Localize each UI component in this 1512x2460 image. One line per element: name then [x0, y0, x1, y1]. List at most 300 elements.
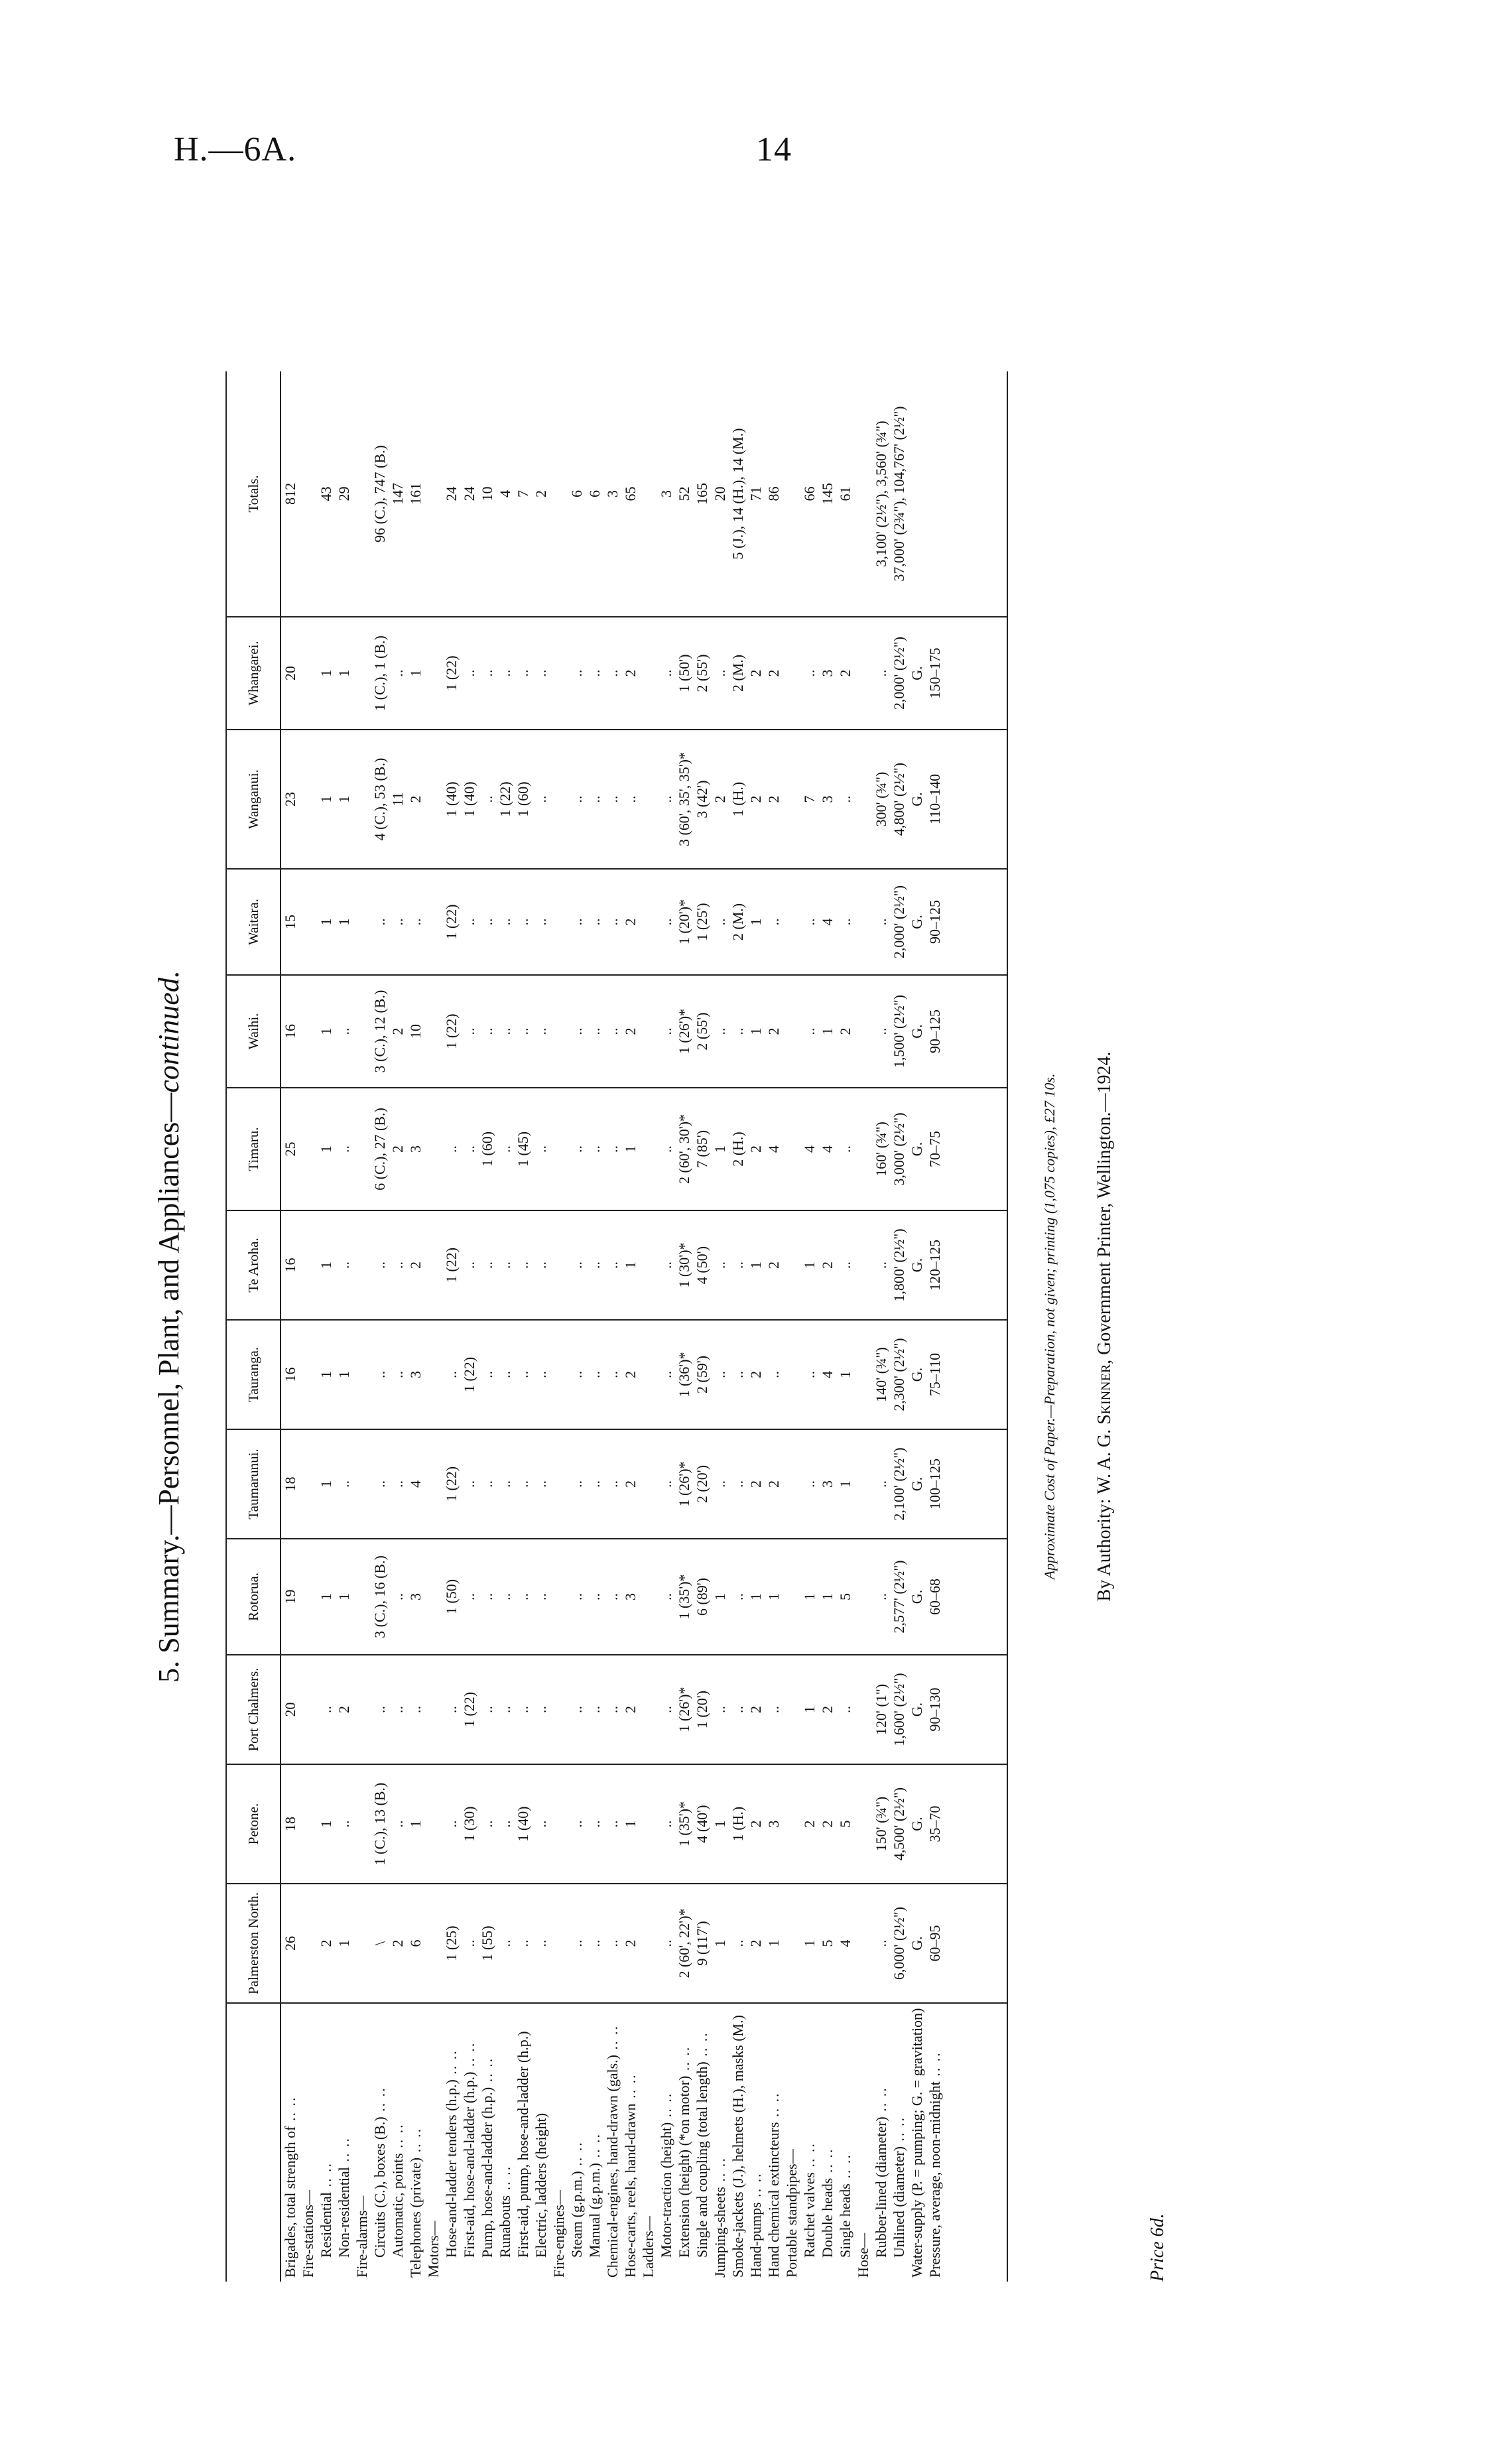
table-cell: .. — [586, 795, 603, 803]
table-cell: 150–175 — [926, 647, 943, 699]
table-cell — [854, 1887, 872, 2000]
row-label-text: Chemical-engines, hand-drawn (gals.) — [604, 2055, 621, 2278]
table-cell: .. — [568, 669, 585, 677]
table-cell — [353, 1433, 371, 1535]
table-cell: 19 — [282, 1589, 298, 1604]
row-label — [711, 2006, 729, 2278]
table-cell: .. — [497, 1939, 513, 1947]
rotated-content — [139, 371, 1187, 2282]
table-cell: 1 (22) — [443, 904, 460, 940]
row-label-text: Ladders— — [640, 2216, 657, 2278]
table-cell: 2 — [747, 669, 764, 677]
table-cell: .. — [533, 1480, 549, 1488]
row-label-text: Motor-traction (height) — [658, 2122, 674, 2258]
table-cell: .. — [801, 669, 818, 677]
table-cell: 1 — [765, 1939, 782, 1947]
table-cell: 1 — [819, 1027, 836, 1035]
column-header: Whangarei. — [226, 617, 281, 730]
row-label-text: Smoke-jackets (J.), helmets (H.), masks (M.) — [729, 2015, 746, 2278]
table-cell — [353, 1768, 371, 1880]
table-cell: .. — [497, 1593, 513, 1600]
table-cell: 120–125 — [926, 1240, 943, 1291]
table-cell — [299, 1768, 317, 1880]
table-cell: 3 — [622, 1593, 639, 1600]
table-cell: .. — [336, 1262, 352, 1269]
row-label — [908, 2006, 926, 2278]
table-cell: .. — [461, 1939, 477, 1947]
table-cell: .. — [658, 1027, 674, 1035]
table-cell — [783, 1887, 800, 2000]
table-cell: 161 — [407, 483, 424, 505]
table-cell — [550, 1091, 568, 1207]
table-cell — [639, 733, 657, 866]
table-cell — [550, 1887, 568, 2000]
table-cell: .. — [873, 1480, 889, 1488]
table-cell: 4 — [819, 918, 836, 926]
table-cell: 16 — [282, 1024, 298, 1039]
table-cell: 3,100' (2½"), 3,560' (¾") — [873, 421, 889, 567]
row-label-text: Portable standpipes— — [783, 2149, 800, 2278]
table-cell — [424, 1658, 442, 1761]
table-cell: 1 (40) — [443, 781, 460, 817]
table-cell: 1 — [318, 1820, 334, 1828]
table-cell: .. — [604, 1480, 621, 1488]
table-cell: .. — [461, 1593, 477, 1600]
table-cell — [639, 1658, 657, 1761]
table-cell — [424, 978, 442, 1084]
table-cell: .. — [729, 1480, 746, 1488]
table-cell: .. — [479, 1371, 495, 1378]
table-cell — [639, 374, 657, 614]
table-cell — [353, 1214, 371, 1317]
row-label-text: Non-residential — [336, 2167, 352, 2258]
table-cell: 812 — [282, 483, 298, 505]
table-cell: 6 (89') — [694, 1577, 710, 1616]
row-label — [603, 2006, 621, 2278]
table-cell: 3 — [407, 1145, 424, 1153]
table-cell: .. — [461, 1262, 477, 1269]
row-label-text: Fire-alarms— — [353, 2195, 370, 2278]
table-cell — [639, 1091, 657, 1207]
table-cell: .. — [604, 795, 621, 803]
table-cell: 1 (H.) — [729, 1806, 746, 1842]
table-cell: 43 — [318, 486, 334, 501]
table-cell: 1 (26')* — [676, 1687, 692, 1732]
leader-dots: .. .. — [586, 2133, 603, 2164]
table-cell: .. — [658, 795, 674, 803]
table-cell: G. — [909, 1936, 925, 1951]
table-cell: .. — [479, 795, 495, 803]
row-label — [550, 2006, 568, 2278]
table-data-row — [281, 371, 1007, 2282]
table-cell: 1 — [747, 1262, 764, 1269]
table-cell: 37,000' (2¾"), 104,767' (2½") — [891, 406, 907, 582]
table-cell: 1 (45) — [515, 1131, 531, 1167]
table-cell: 4 (50') — [694, 1246, 710, 1285]
leader-dots: .. .. — [712, 2157, 728, 2187]
table-cell: 3 (C.), 16 (B.) — [371, 1555, 388, 1638]
table-cell: .. — [586, 1706, 603, 1713]
table-cell: .. — [729, 1939, 746, 1947]
table-cell — [353, 1323, 371, 1426]
table-cell — [783, 978, 800, 1084]
table-cell: .. — [658, 1820, 674, 1828]
table-cell: 2 — [765, 669, 782, 677]
table-cell: .. — [533, 1593, 549, 1600]
table-cell: 2 — [407, 795, 424, 803]
table-cell: 1 — [747, 918, 764, 926]
table-cell: G. — [909, 1141, 925, 1157]
table-cell: 1 — [747, 1593, 764, 1600]
table-cell — [353, 1542, 371, 1651]
row-label — [460, 2006, 478, 2278]
table-cell: 4 — [837, 1939, 853, 1947]
value-column — [281, 730, 1007, 869]
table-cell — [550, 1542, 568, 1651]
table-cell: 5 — [837, 1820, 853, 1828]
table-cell: 4 — [819, 1145, 836, 1153]
table-cell: G. — [909, 915, 925, 929]
table-cell: 1 (20') — [694, 1690, 710, 1729]
table-cell: .. — [586, 1480, 603, 1488]
table-cell: .. — [568, 1820, 585, 1828]
table-cell: .. — [497, 1820, 513, 1828]
table-cell: 4 — [801, 1145, 818, 1153]
row-label-text: Hand chemical extincteurs — [765, 2122, 782, 2278]
table-cell: 4,500' (2½") — [891, 1787, 907, 1861]
table-cell: 1 — [336, 1593, 352, 1600]
row-label — [442, 2006, 460, 2278]
table-cell: 1 — [712, 1593, 728, 1600]
table-cell: 1 — [407, 669, 424, 677]
row-label-text: Automatic, points — [389, 2153, 406, 2258]
table-cell: .. — [336, 1820, 352, 1828]
leader-dots: .. .. — [801, 2142, 818, 2173]
table-cell — [783, 872, 800, 972]
table-cell — [854, 1542, 872, 1651]
table-cell: .. — [604, 1706, 621, 1713]
table-cell: 3 — [819, 795, 836, 803]
table-cell: 26 — [282, 1936, 298, 1951]
row-label — [765, 2006, 783, 2278]
table-cell — [854, 1768, 872, 1880]
table-cell — [639, 1887, 657, 2000]
table-cell: 9 (117') — [694, 1921, 710, 1966]
table-cell: 1 — [336, 669, 352, 677]
table-cell: .. — [658, 1145, 674, 1153]
table-cell: 29 — [336, 486, 352, 501]
table-cell: .. — [604, 1939, 621, 1947]
table-cell: .. — [837, 795, 853, 803]
table-cell: .. — [604, 669, 621, 677]
table-cell: .. — [658, 918, 674, 926]
table-cell: 90–130 — [926, 1687, 943, 1732]
table-cell — [424, 1542, 442, 1651]
table-cell: G. — [909, 1589, 925, 1604]
table-cell: .. — [712, 1480, 728, 1488]
table-cell: 2,000' (2½") — [891, 885, 907, 959]
table-cell: 18 — [282, 1817, 298, 1831]
table-cell: .. — [765, 918, 782, 926]
table-cell — [550, 1433, 568, 1535]
table-cell — [353, 872, 371, 972]
table-cell: .. — [515, 1480, 531, 1488]
table-cell: 1 — [336, 795, 352, 803]
table-cell: 2 — [765, 795, 782, 803]
table-cell: 1 (22) — [443, 655, 460, 691]
column-header: Totals. — [226, 371, 281, 617]
table-cell: .. — [479, 669, 495, 677]
table-cell — [639, 620, 657, 726]
table-cell — [550, 1323, 568, 1426]
table-cell — [424, 1091, 442, 1207]
row-label-text: Pump, hose-and-ladder (h.p.) — [479, 2087, 495, 2258]
table-cell: 2 — [819, 1262, 836, 1269]
table-cell: 20 — [282, 666, 298, 680]
table-cell — [299, 1091, 317, 1207]
table-cell: 4 — [765, 1145, 782, 1153]
value-column — [281, 1320, 1007, 1429]
table-cell: 2 — [765, 1027, 782, 1035]
table-cell: .. — [497, 918, 513, 926]
table-cell: 1 (40) — [515, 1806, 531, 1842]
row-label-text: First-aid, hose-and-ladder (h.p.) — [461, 2071, 477, 2258]
table-cell: 65 — [622, 486, 639, 501]
table-cell: .. — [658, 1262, 674, 1269]
table-cell: 2 — [407, 1262, 424, 1269]
table-cell: .. — [443, 1820, 460, 1828]
table-cell: .. — [568, 1706, 585, 1713]
table-cell: .. — [658, 669, 674, 677]
table-cell: 2 — [747, 1371, 764, 1378]
table-cell: .. — [586, 918, 603, 926]
row-label-text: Manual (g.p.m.) — [586, 2163, 603, 2258]
table-cell — [424, 733, 442, 866]
table-cell: 61 — [837, 486, 853, 501]
table-cell: 2 (M.) — [729, 903, 746, 941]
table-cell — [854, 872, 872, 972]
table-cell: .. — [497, 1371, 513, 1378]
table-cell — [424, 1768, 442, 1880]
table-cell: 6 (C.), 27 (B.) — [371, 1108, 388, 1191]
table-cell: 1 — [837, 1480, 853, 1488]
table-cell: .. — [801, 1027, 818, 1035]
table-cell: 2 — [318, 1939, 334, 1947]
table-cell — [639, 1542, 657, 1651]
table-cell: .. — [497, 1262, 513, 1269]
table-cell — [353, 1091, 371, 1207]
table-cell: 2,300' (2½") — [891, 1338, 907, 1411]
row-label — [586, 2006, 603, 2278]
row-label-text: Runabouts — [497, 2195, 513, 2258]
table-cell — [424, 620, 442, 726]
table-cell — [424, 872, 442, 972]
row-label — [532, 2006, 550, 2278]
table-cell: .. — [515, 1371, 531, 1378]
table-cell: 90–125 — [926, 1009, 943, 1053]
table-cell: 1 — [747, 1027, 764, 1035]
table-cell: 1 (55) — [479, 1925, 495, 1961]
value-column — [281, 1429, 1007, 1539]
table-cell — [908, 374, 926, 614]
table-cell: 4 (40') — [694, 1805, 710, 1843]
table-cell: .. — [873, 1593, 889, 1600]
table-cell: 16 — [282, 1258, 298, 1273]
row-label — [478, 2006, 496, 2278]
row-label — [926, 2006, 944, 2278]
table-cell: .. — [533, 1939, 549, 1947]
table-cell: 1 (22) — [497, 781, 513, 817]
table-cell: .. — [729, 1027, 746, 1035]
table-cell: .. — [533, 669, 549, 677]
table-cell: .. — [461, 1480, 477, 1488]
table-cell: 1 — [318, 1262, 334, 1269]
row-label — [675, 2006, 693, 2278]
table-cell: 100–125 — [926, 1458, 943, 1510]
table-cell: 2 (59') — [694, 1355, 710, 1394]
row-label-text: Fire-stations— — [300, 2190, 316, 2278]
table-cell: 2 — [622, 1706, 639, 1713]
table-cell: 4 — [497, 490, 513, 497]
table-cell: 2 — [389, 1027, 406, 1035]
table-cell: .. — [371, 1371, 388, 1378]
table-cell: .. — [604, 1593, 621, 1600]
table-cell: 2 — [336, 1706, 352, 1713]
leader-dots: .. .. — [873, 2087, 889, 2117]
table-cell — [424, 1323, 442, 1426]
row-label-column — [281, 2003, 1007, 2282]
table-cell: 1 (26')* — [676, 1008, 692, 1055]
table-cell — [639, 1768, 657, 1880]
table-cell: 10 — [407, 1024, 424, 1039]
table-cell: 2 — [389, 1145, 406, 1153]
table-cell — [299, 1323, 317, 1426]
table-cell: .. — [622, 795, 639, 803]
row-label-text: Water-supply (P. = pumping; G. = gravitation) — [909, 2008, 925, 2278]
table-cell: 1 — [318, 1145, 334, 1153]
table-cell: .. — [389, 1371, 406, 1378]
table-cell — [783, 374, 800, 614]
row-label — [890, 2006, 908, 2278]
table-cell — [783, 1091, 800, 1207]
table-cell: .. — [479, 1593, 495, 1600]
table-cell: .. — [586, 1593, 603, 1600]
table-cell: G. — [909, 792, 925, 807]
table-cell: 3 — [407, 1371, 424, 1378]
table-cell: .. — [389, 1480, 406, 1488]
leader-dots: .. .. — [407, 2127, 424, 2158]
table-cell: 18 — [282, 1476, 298, 1492]
table-cell — [550, 872, 568, 972]
table-cell: .. — [873, 1939, 889, 1947]
table-cell: 1,500' (2½") — [891, 994, 907, 1068]
row-label — [836, 2006, 854, 2278]
row-label-text: Hose— — [855, 2233, 871, 2278]
table-cell: .. — [712, 1371, 728, 1378]
table-cell: G. — [909, 1817, 925, 1831]
table-cell: .. — [604, 1145, 621, 1153]
table-cell: .. — [479, 1706, 495, 1713]
table-cell: .. — [443, 1371, 460, 1378]
table-cell: .. — [336, 1145, 352, 1153]
table-cell: 96 (C.), 747 (B.) — [371, 445, 388, 543]
table-cell — [353, 374, 371, 614]
table-cell: .. — [873, 918, 889, 926]
column-header: Waitara. — [226, 869, 281, 975]
table-cell — [299, 872, 317, 972]
table-cell — [783, 1433, 800, 1535]
table-cell — [854, 374, 872, 614]
table-cell: 7 — [515, 490, 531, 497]
table-cell — [854, 1091, 872, 1207]
table-cell: .. — [389, 1820, 406, 1828]
table-cell: 1 (H.) — [729, 781, 746, 817]
row-label — [818, 2006, 836, 2278]
table-cell: .. — [533, 918, 549, 926]
table-cell: 2 — [747, 795, 764, 803]
table-cell: 1 — [318, 1371, 334, 1378]
table-cell: .. — [658, 1939, 674, 1947]
table-cell: .. — [479, 1480, 495, 1488]
row-label-text: Single and coupling (total length) — [694, 2061, 710, 2258]
column-header: Taumarunui. — [226, 1429, 281, 1539]
row-label — [854, 2006, 872, 2278]
column-header: Te Aroha. — [226, 1210, 281, 1320]
table-cell — [854, 1658, 872, 1761]
table-cell: .. — [586, 1939, 603, 1947]
table-cell: .. — [604, 1027, 621, 1035]
row-label — [407, 2006, 424, 2278]
table-cell: 4,800' (2½") — [891, 762, 907, 836]
value-column — [281, 1884, 1007, 2003]
table-cell: .. — [586, 1262, 603, 1269]
table-cell: .. — [389, 918, 406, 926]
table-cell: 2 — [747, 1939, 764, 1947]
table-cell: .. — [533, 795, 549, 803]
table-cell: 1 (60) — [479, 1131, 495, 1167]
row-label — [747, 2006, 765, 2278]
leader-dots: .. .. — [336, 2137, 352, 2168]
table-cell: 2 (M.) — [729, 654, 746, 692]
row-label-text: Jumping-sheets — [712, 2187, 728, 2278]
table-cell: 2 — [837, 669, 853, 677]
table-cell: 1 — [336, 918, 352, 926]
table-cell — [783, 1768, 800, 1880]
table-cell: .. — [658, 1371, 674, 1378]
table-cell: 1,800' (2½") — [891, 1228, 907, 1302]
table-cell — [550, 978, 568, 1084]
table-cell — [299, 1658, 317, 1761]
table-cell: 1 (22) — [461, 1691, 477, 1728]
table-cell — [550, 1658, 568, 1761]
leader-dots: .. .. — [461, 2041, 477, 2072]
table-cell: 71 — [747, 486, 764, 501]
row-label-text: Motors— — [425, 2221, 442, 2278]
leader-dots: .. .. — [819, 2148, 836, 2178]
table-cell — [424, 1214, 442, 1317]
column-header: Tauranga. — [226, 1320, 281, 1429]
table-cell: .. — [568, 1262, 585, 1269]
table-cell: 1 (22) — [443, 1013, 460, 1049]
table-cell: 1,600' (2½") — [891, 1673, 907, 1746]
table-cell: G. — [909, 1476, 925, 1492]
table-cell: .. — [461, 1145, 477, 1153]
table-cell: .. — [389, 1262, 406, 1269]
table-cell: 25 — [282, 1141, 298, 1157]
table-cell: .. — [801, 918, 818, 926]
row-label — [693, 2006, 711, 2278]
table-cell: .. — [515, 1706, 531, 1713]
